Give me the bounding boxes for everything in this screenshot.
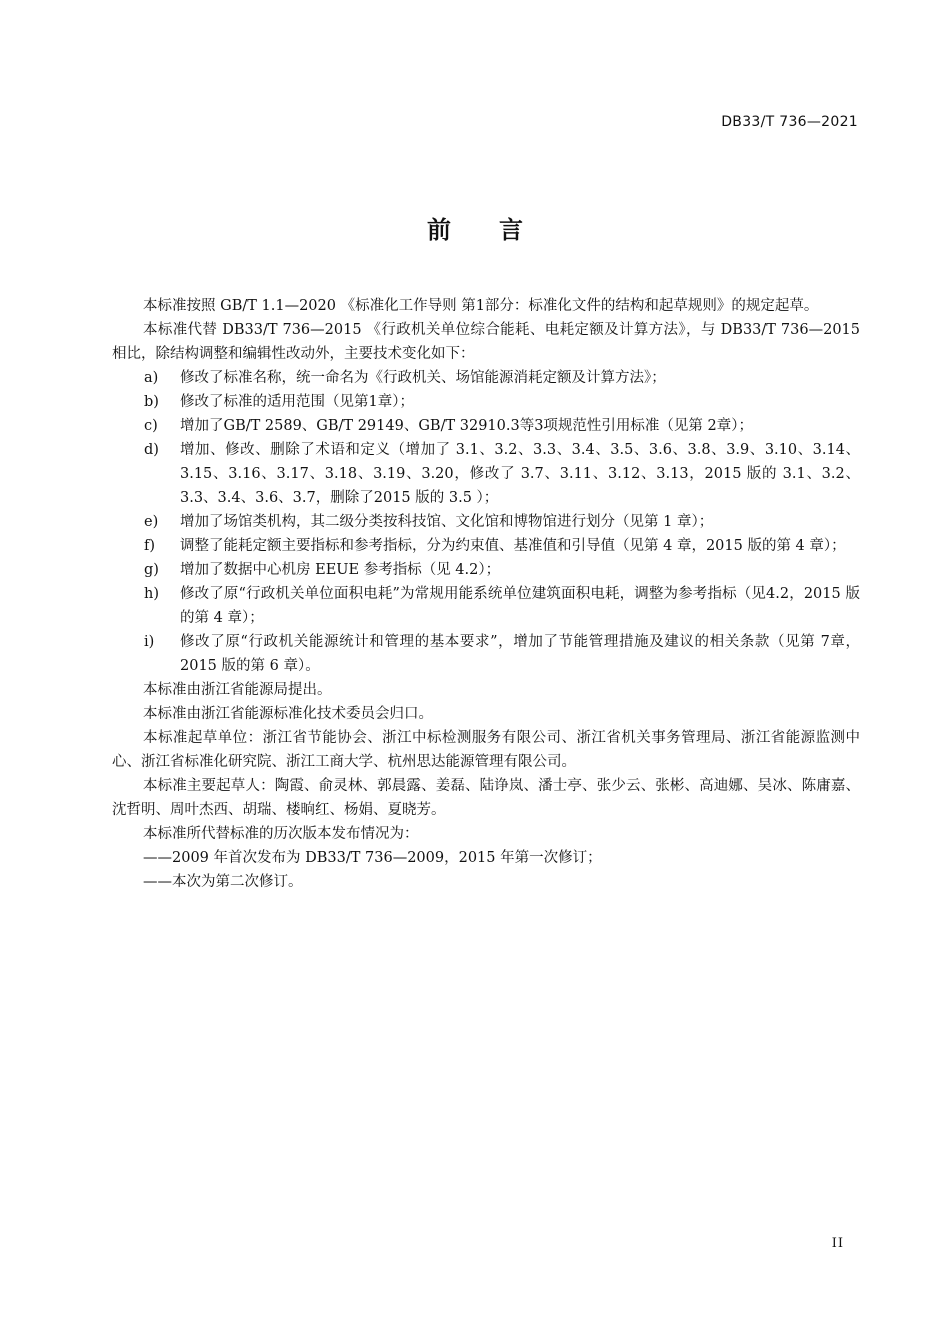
body-paragraph: 本标准所代替标准的历次版本发布情况为： xyxy=(143,826,419,842)
list-item xyxy=(112,414,860,438)
changes-list xyxy=(112,366,860,678)
intro-paragraph: 本标准按照 GB/T 1.1—2020 《标准化工作导则 第1部分：标准化文件的结构和起草规则》的规定起草。 xyxy=(143,298,819,314)
list-marker: i) xyxy=(144,634,155,650)
foreword-body xyxy=(112,294,860,894)
list-item xyxy=(112,510,860,534)
list-marker: g) xyxy=(144,562,159,578)
list-item xyxy=(112,534,860,558)
list-item xyxy=(112,438,860,510)
history-item: ——本次为第二次修订。 xyxy=(143,874,303,890)
body-paragraph: 本标准主要起草人：陶霞、俞灵林、郭晨露、姜磊、陆诤岚、潘士亭、张少云、张彬、高迪娜、吴冰、陈庸嘉、沈哲明、周叶杰西、胡瑞、楼晌红、杨娟、夏晓芳。 xyxy=(112,778,860,818)
list-item xyxy=(112,630,860,678)
body-paragraph: 本标准起草单位：浙江省节能协会、浙江中标检测服务有限公司、浙江省机关事务管理局、浙江省能源监测中心、浙江省标准化研究院、浙江工商大学、杭州思达能源管理有限公司。 xyxy=(112,730,860,770)
history-item: ——2009 年首次发布为 DB33/T 736—2009，2015 年第一次修订； xyxy=(143,850,602,866)
list-item xyxy=(112,366,860,390)
list-item xyxy=(112,582,860,630)
list-item xyxy=(112,390,860,414)
list-item-text: 增加了数据中心机房 EEUE 参考指标（见 4.2）； xyxy=(180,562,501,578)
title-char-2: 言 xyxy=(499,216,523,244)
page-number: II xyxy=(831,1236,844,1251)
list-item-text: 修改了原“行政机关能源统计和管理的基本要求”，增加了节能管理措施及建议的相关条款（见第 7章，2015 版的第 6 章）。 xyxy=(180,634,860,674)
list-item-text: 调整了能耗定额主要指标和参考指标，分为约束值、基准值和引导值（见第 4 章，2015 版的第 4 章）； xyxy=(180,538,846,554)
list-item xyxy=(112,558,860,582)
body-paragraph: 本标准由浙江省能源局提出。 xyxy=(143,682,332,698)
list-marker: f) xyxy=(144,538,156,554)
list-item-text: 增加了场馆类机构，其二级分类按科技馆、文化馆和博物馆进行划分（见第 1 章）； xyxy=(180,514,714,530)
document-code: DB33/T 736—2021 xyxy=(721,114,858,130)
list-item-text: 增加了GB/T 2589、GB/T 29149、GB/T 32910.3等3项规范性引用标准（见第 2章）； xyxy=(180,418,754,434)
list-marker: h) xyxy=(144,586,159,602)
list-marker: a) xyxy=(144,370,159,386)
list-marker: d) xyxy=(144,442,159,458)
list-item-text: 修改了标准的适用范围（见第1章）； xyxy=(180,394,414,410)
page-title xyxy=(0,210,950,245)
title-char-1: 前 xyxy=(427,216,451,244)
list-item-text: 增加、修改、删除了术语和定义（增加了 3.1、3.2、3.3、3.4、3.5、3.6、3.8、3.9、3.10、3.14、3.15、3.16、3.17、3.18、3.19、3.20，修改了 3.7、3.11、3.12、3.13，2015 版的 3.1、3.2、3.3、3.4、3.6、3.7，删除了2015 版的 3.5 ）； xyxy=(180,442,860,506)
list-item-text: 修改了标准名称，统一命名为《行政机关、场馆能源消耗定额及计算方法》； xyxy=(180,370,666,386)
list-marker: b) xyxy=(144,394,159,410)
intro-paragraph: 本标准代替 DB33/T 736—2015 《行政机关单位综合能耗、电耗定额及计算方法》，与 DB33/T 736—2015 相比，除结构调整和编辑性改动外，主要技术变化如下： xyxy=(112,322,860,362)
list-item-text: 修改了原“行政机关单位面积电耗”为常规用能系统单位建筑面积电耗，调整为参考指标（见4.2，2015 版的第 4 章）； xyxy=(180,586,860,626)
list-marker: e) xyxy=(144,514,159,530)
body-paragraph: 本标准由浙江省能源标准化技术委员会归口。 xyxy=(143,706,433,722)
list-marker: c) xyxy=(144,418,158,434)
